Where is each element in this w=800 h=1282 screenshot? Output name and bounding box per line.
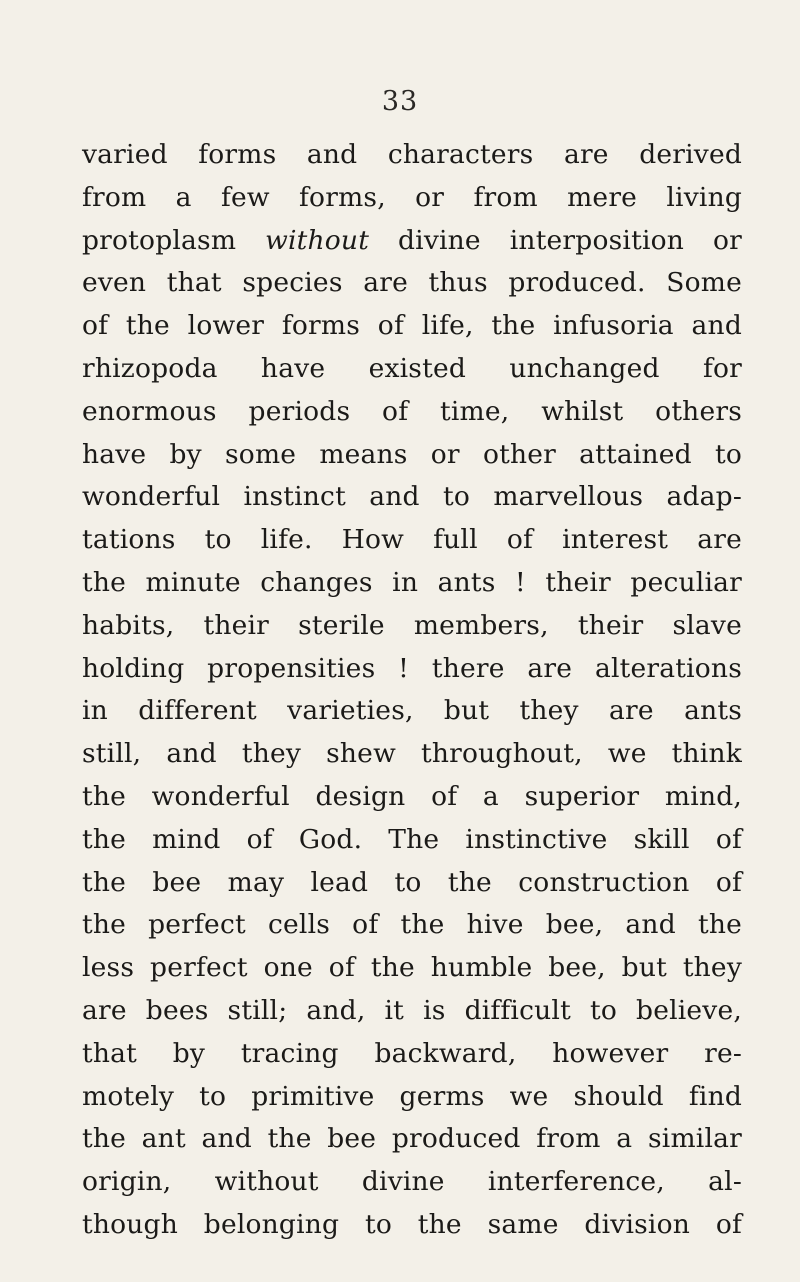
text-line: tations to life. How full of interest are	[82, 524, 742, 556]
text-line: the minute changes in ants ! their peculiar	[82, 566, 742, 598]
text-line: wonderful instinct and to marvellous adap-	[82, 481, 742, 513]
text-line: the ant and the bee produced from a similar	[82, 1123, 742, 1155]
text-line: still, and they shew throughout, we think	[82, 738, 742, 770]
text-line: varied forms and characters are derived	[82, 139, 742, 170]
text-line: in different varieties, but they are ants	[82, 695, 742, 727]
text-line: even that species are thus produced. Some	[82, 267, 742, 299]
text-line: the wonderful design of a superior mind,	[82, 780, 742, 812]
text-line: though belonging to the same division of	[82, 1208, 742, 1240]
text-line: holding propensities ! there are alterations	[82, 652, 742, 684]
text-line: protoplasm without divine interposition or	[82, 224, 742, 256]
text-line: of the lower forms of life, the infusoria and	[82, 310, 742, 342]
text-line: the mind of God. The instinctive skill of	[82, 823, 742, 855]
body-text	[82, 134, 742, 1247]
text-line: from a few forms, or from mere living	[82, 181, 742, 213]
text-line: rhizopoda have existed unchanged for	[82, 352, 742, 384]
text-line: less perfect one of the humble bee, but they	[82, 952, 742, 984]
text-line: are bees still; and, it is difficult to believe,	[82, 994, 742, 1026]
text-line: habits, their sterile members, their slave	[82, 609, 742, 641]
text-line: the bee may lead to the construction of	[82, 866, 742, 898]
text-line: motely to primitive germs we should find	[82, 1080, 742, 1112]
text-line: enormous periods of time, whilst others	[82, 395, 742, 427]
text-line: origin, without divine interference, al-	[82, 1166, 742, 1198]
text-line: the perfect cells of the hive bee, and the	[82, 909, 742, 941]
page-number: 33	[381, 86, 419, 117]
text-line: that by tracing backward, however re-	[82, 1037, 742, 1069]
text-line: have by some means or other attained to	[82, 438, 742, 470]
italic-emphasis: without	[265, 224, 370, 256]
